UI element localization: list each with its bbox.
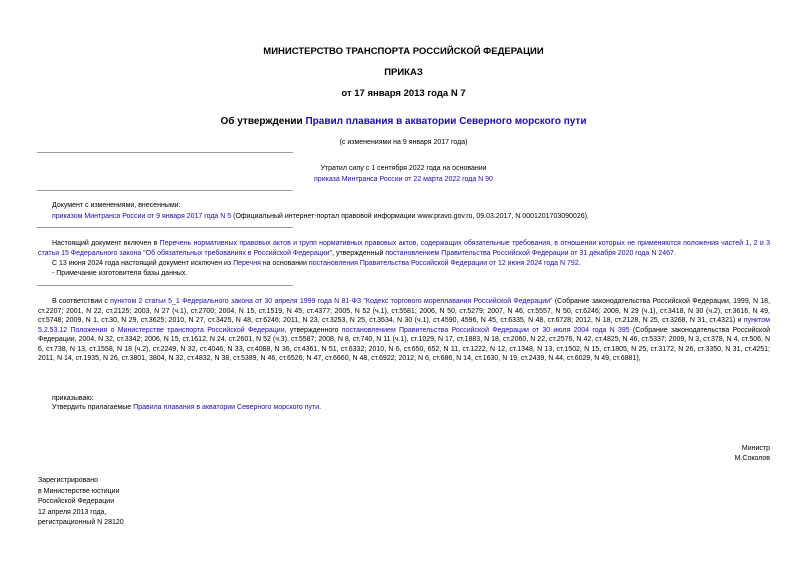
included-link-list[interactable]: Перечень нормативных правовых актов и групп нормативных правовых актов, содержащих обязательные требования, в отношении которых не применяются положения частей 1, 2 и 3 статьи 15 Федерального закона "Об обязательных требованиях в Российской Федерации" [38,240,770,257]
registration-line: 12 апреля 2013 года, [38,508,107,516]
registration-line: в Министерстве юстиции [38,487,120,495]
registration-line: регистрационный N 28120 [38,519,124,526]
amendments-link[interactable]: приказом Минтранса России от 9 января 2017 года N 5 [52,213,232,220]
basis-text-2: (Собрание законодательства Российской Федерации, 1999, N 18, ст.2207; 2001, N 22, ст.2125; 2003, N 27 (ч.1), ст.2700; 2004, N 15, ст.1519, N 45, ст.4377; 2005, N 52 (ч.1), ст.5581; 2006, N 50, ст.5279; 2007, N 46, ст.5557, N 50, ст.6246; 2008, N 29 (ч.1), ст.3418, N 30 (ч.2), ст.3616, N 49, ст.5748; 2009, N 1, ст.30, N 29, ст.3625; 2010, N 27, ст.3425, N 48, ст.6246; 2011, N 23, ст.3253, N 25, ст.3534, N 30 (ч.1), ст.4590, 4596, N 45, ст.6335, N 48, ст.6728; 2012, N 18, ст.2128, N 25, ст.3268, N 31, ст.4321) и [38,298,771,324]
basis-text-4: (Собрание законодательства Российской Федерации, 2004, N 32, ст.3342; 2006, N 15, ст.1612, N 24, ст.2601, N 52 (ч.3), ст.5587; 2008, N 8, ст.740, N 11 (ч.1), ст.1029, N 17, ст.1883, N 18, ст.2060, N 22, ст.2576, N 42, ст.4825, N 46, ст.5337; 2009, N 3, ст.378, N 4, ст.506, N 6, ст.738, N 13, ст.1558, N 18 (ч.2), ст.2249, N 32, ст.4046, N 33, ст.4088, N 36, ст.4361, N 51, ст.6332; 2010, N 6, ст.650, 652, N 11, ст.1222, N 12, ст.1348, N 13, ст.1502, N 15, ст.1805, N 25, ст.3172, N 26, ст.3350, N 31, ст.4251; 2011, N 14, ст.1935, N 26, ст.3801, 3804, N 32, ст.4832, N 38, ст.5389, N 46, ст.6526, N 47, ст.6660, N 48, ст.6922; 2012, N 6, ст.686, N 14, ст.1630, N 19, ст.2439, N 44, ст.6029, N 49, ст.6881), [38,326,771,362]
separator-line [37,285,293,286]
excluded-text-1: С 13 июня 2024 года настоящий документ исключен из [52,260,234,267]
ministry-heading: МИНИСТЕРСТВО ТРАНСПОРТА РОССИЙСКОЙ ФЕДЕРАЦИИ [263,46,544,57]
registration-line: Зарегистрировано [38,477,98,484]
title-link[interactable]: Правил плавания в акватории Северного морского пути [305,116,587,127]
included-link-decree[interactable]: постановлением Правительства Российской Федерации от 31 декабря 2020 года N 2467 [385,249,674,257]
title-prefix: Об утверждении [220,116,306,127]
excluded-paragraph [38,259,770,269]
excluded-text-3: . [578,260,581,267]
amendments-text [52,212,772,222]
doc-type-heading: ПРИКАЗ [384,67,423,78]
order-word: приказываю: [52,395,94,402]
basis-paragraph [38,297,770,364]
amendments-label: Документ с изменениями, внесенными: [52,202,181,209]
separator-line [37,190,293,191]
order-text-2: . [319,404,322,411]
db-note: - Примечание изготовителя базы данных. [52,270,188,277]
basis-text-3: , утвержденного [284,326,342,334]
excluded-link-list[interactable]: Перечня [233,260,261,267]
excluded-text-2: на основании [260,260,309,267]
separator-line [37,227,293,228]
separator-line [37,152,293,153]
basis-link-code[interactable]: пунктом 2 статьи 5_1 Федерального закона от 30 апреля 1999 года N 81-ФЗ "Кодекс торгового мореплавания Российской Федерации" [110,298,553,305]
order-text-1: Утвердить прилагаемые [52,404,134,411]
registration-line: Российской Федерации [38,498,115,505]
amendments-rest: (Официальный интернет-портал правовой информации www.pravo.gov.ru, 09.03.2017, N 0001201703090026). [231,213,589,220]
registration-block [38,476,124,529]
doc-date-number: от 17 января 2013 года N 7 [341,88,466,99]
included-text-1: Настоящий документ включен в [52,240,160,247]
lost-force-note: Утратил силу с 1 сентября 2022 года на основании [320,165,487,172]
basis-text-1: В соответствии с [52,298,111,305]
excluded-link-decree[interactable]: постановления Правительства Российской Федерации от 12 июня 2024 года N 792 [308,260,579,267]
document-title [0,116,807,127]
signature-name: М.Соколов [734,455,770,462]
order-text [52,403,321,413]
signature-title: Министр [741,445,770,452]
included-text-2: , утвержденный [332,249,386,257]
basis-link-decree[interactable]: постановлением Правительства Российской Федерации от 30 июля 2004 года N 395 [341,326,630,334]
basis-link-regulation[interactable]: пунктом 5.2.53.12 Положения о Министерстве транспорта Российской Федерации [38,317,770,334]
included-paragraph [38,239,770,258]
lost-force-link[interactable]: приказа Минтранса России от 22 марта 2022 года N 90 [314,176,493,183]
included-text-3: . [673,249,676,257]
order-rules-link[interactable]: Правила плавания в акватории Северного морского пути [133,404,320,411]
changes-note: (с изменениями на 9 января 2017 года) [339,139,468,146]
